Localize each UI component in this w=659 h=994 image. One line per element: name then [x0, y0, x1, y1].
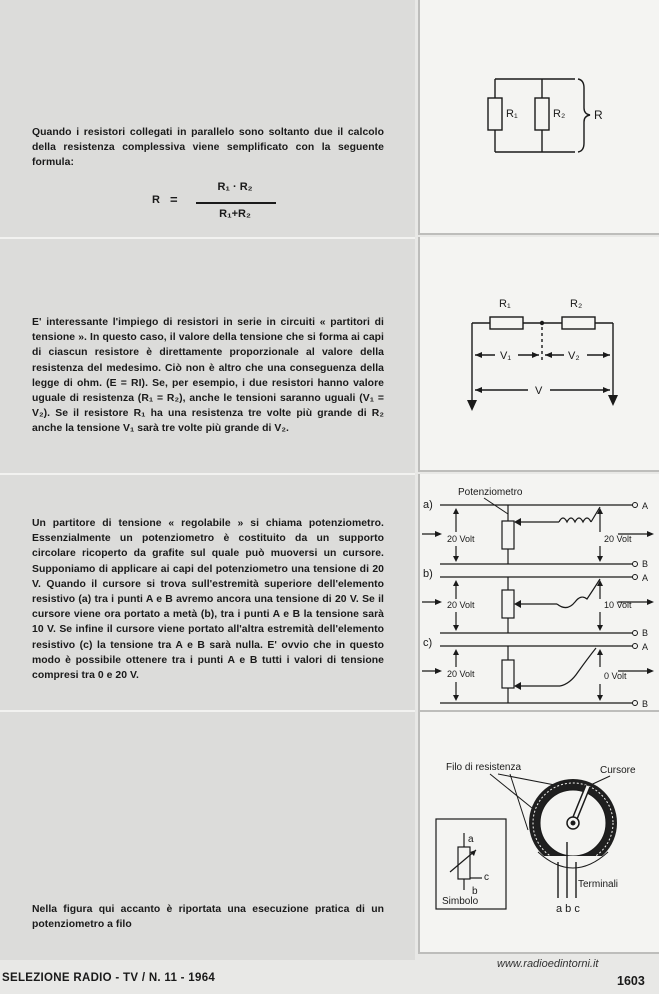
terminal-node: [633, 575, 638, 580]
terminali-label: Terminali: [578, 879, 619, 890]
terminal-a: A: [642, 501, 649, 511]
case-label: b): [423, 568, 433, 580]
fraction-bar: [196, 202, 276, 204]
formula-denominator: R₁+R₂: [219, 208, 251, 220]
parallel-figure: [418, 0, 659, 235]
terminal-node: [633, 503, 638, 508]
r2-label: R₂: [553, 108, 566, 120]
output-voltage: 0 Volt: [604, 671, 627, 681]
r1-label: R₁: [506, 108, 518, 120]
parallel-text: Quando i resistori collegati in parallelo sono soltanto due il calcolo della resistenza complessiva viene semplificato con la seguente formula:: [32, 127, 384, 169]
symbol-b: b: [472, 886, 478, 897]
case-a: [422, 499, 654, 569]
input-voltage: 20 Volt: [447, 534, 475, 544]
symbol-a: a: [468, 834, 474, 845]
terminal-node: [633, 701, 638, 706]
section-divider: [0, 237, 415, 239]
case-b: [422, 568, 654, 638]
series-diagram: [420, 237, 659, 470]
terminal-a: A: [642, 573, 649, 583]
potentiometer-diagram: [420, 474, 659, 710]
wire-pot-figure: [418, 712, 659, 954]
series-text: E' interessante l'impiego di resistori in serie in circuiti « partitori di tensione ». In questo caso, il valore della tensione che si forma ai capi di ciascun resistore è direttamente proporzionale al valore della resistenza del medesimo. Ciò non è altro che una conseguenza della legge di ohm. (E = RI). Se, per esempio, i due resistori hanno valore uguale di resistenza (R₁ = R₂), anche le tensioni saranno uguali (V₁ = V₂). Se il resistore R₁ ha una resistenza tre volte più grande di R₂ anche la tensione V₁ sarà tre volte più grande di V₂.: [32, 317, 384, 435]
case-label: c): [423, 637, 433, 649]
junction-dot: [540, 321, 544, 325]
parallel-formula: [148, 178, 278, 228]
formula-numerator: R₁ · R₂: [217, 181, 253, 193]
cursore-label: Cursore: [600, 765, 636, 776]
terminal-node: [633, 644, 638, 649]
section-divider: [0, 473, 415, 475]
terminal-node: [633, 631, 638, 636]
v2-label: V₂: [568, 350, 580, 362]
parallel-diagram: [420, 0, 659, 233]
simbolo-label: Simbolo: [442, 896, 479, 907]
wire-pot-text: Nella figura qui accanto è riportata una esecuzione pratica di un potenziometro a filo: [32, 904, 384, 931]
output-voltage: 20 Volt: [604, 534, 632, 544]
source-url: www.radioedintorni.it: [497, 958, 599, 970]
abc-label: a b c: [556, 903, 580, 915]
r2-label: R₂: [570, 298, 583, 310]
symbol-box: [436, 819, 506, 909]
section-divider: [0, 710, 415, 712]
magazine-footer: SELEZIONE RADIO - TV / N. 11 - 1964: [2, 972, 216, 984]
formula-lhs: R: [152, 194, 160, 206]
formula-equals: =: [170, 192, 178, 207]
terminal-b: B: [642, 559, 649, 569]
input-voltage: 20 Volt: [447, 600, 475, 610]
terminal-b: B: [642, 628, 649, 638]
r-label: R: [594, 108, 603, 122]
terminal-a: A: [642, 642, 649, 652]
input-voltage: 20 Volt: [447, 669, 475, 679]
pot-title: Potenziometro: [458, 487, 523, 498]
v-label: V: [535, 385, 543, 397]
series-figure: [418, 237, 659, 472]
wire-pot-diagram: [420, 712, 659, 952]
case-label: a): [423, 499, 433, 511]
filo-label: Filo di resistenza: [446, 762, 522, 773]
symbol-c: c: [484, 872, 489, 883]
r1-label: R₁: [499, 298, 511, 310]
terminal-node: [633, 562, 638, 567]
v1-label: V₁: [500, 350, 512, 362]
output-voltage: 10 Volt: [604, 600, 632, 610]
terminal-b: B: [642, 699, 649, 709]
potentiometer-figure: [418, 474, 659, 712]
case-c: [422, 637, 654, 709]
page-number: 1603: [617, 974, 645, 988]
potentiometer-text: Un partitore di tensione « regolabile » si chiama potenziometro. Essenzialmente un potenziometro è costituito da un supporto circolare ricoperto da grafite sul quale può muoversi un cursore. Supponiamo di applicare ai capi del potenziometro una tensione di 20 V. Quando il cursore si trova sull'estremità superiore dell'elemento resistivo (a) tra i punti A e B avremo ancora una tensione di 20 V. Se il cursore viene ora portato a metà (b), tra i punti A e B la tensione sarà 10 V. Se infine il cursore viene portato all'altra estremità dell'elemento resistivo (c) la tensione tra A e B sarà nulla. E' ovvio che in questo modo è possibile ottenere tra i punti A e B tutti i valori di tensione compresi tra 0 e 20 V.: [32, 518, 384, 682]
